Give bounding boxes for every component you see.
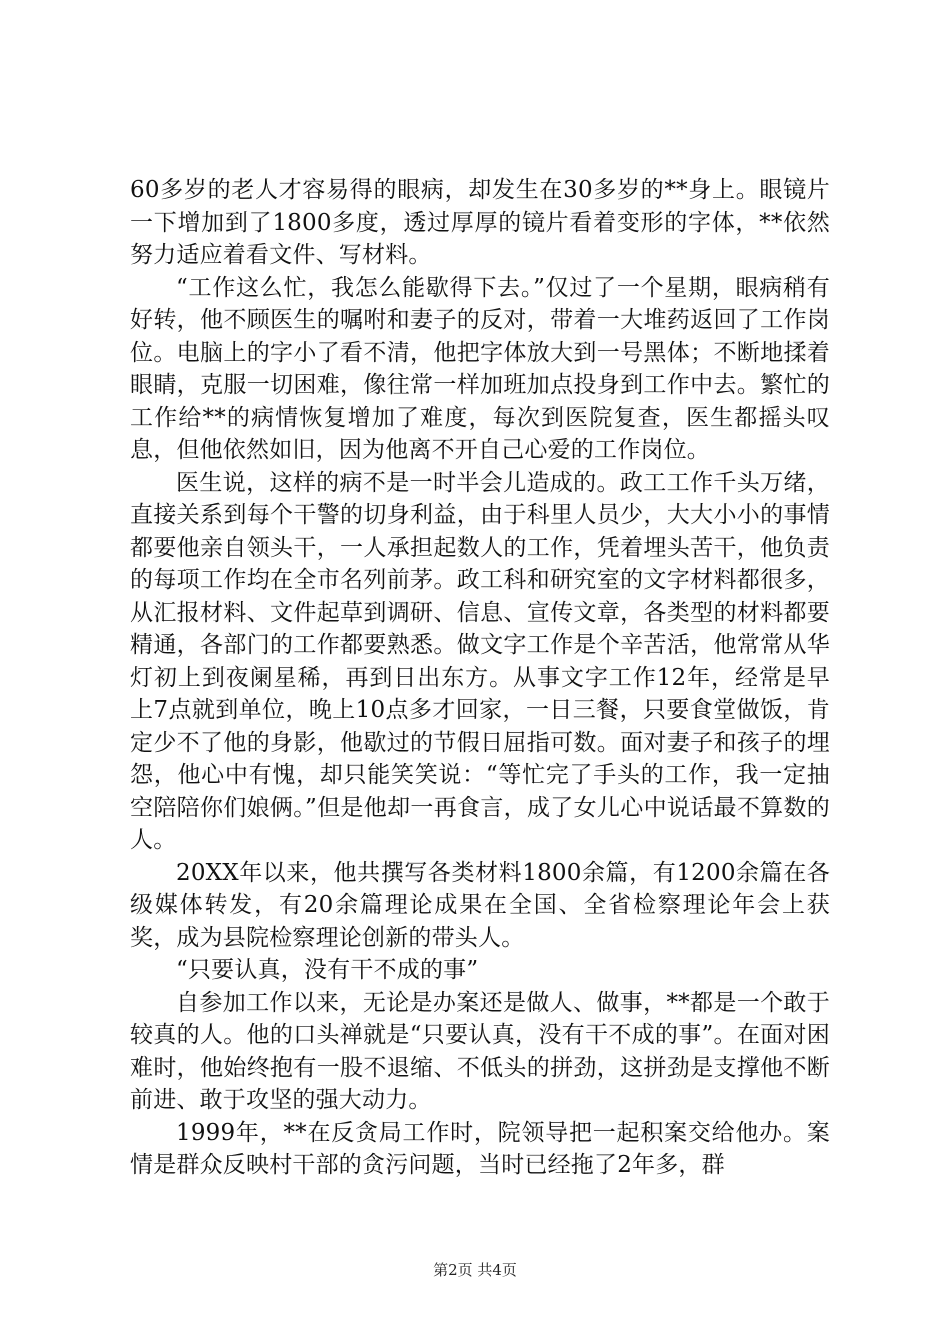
page-number: 第2页 共4页: [433, 1261, 517, 1279]
paragraph-7: 1999年，**在反贪局工作时，院领导把一起积案交给他办。案情是群众反映村干部的贪污问题，当时已经拖了2年多，群: [130, 1119, 830, 1178]
paragraph-4: 20XX年以来，他共撰写各类材料1800余篇，有1200余篇在各级媒体转发，有20余篇理论成果在全国、全省检察理论年会上获奖，成为县院检察理论创新的带头人。: [130, 859, 830, 951]
section-heading: “只要认真，没有干不成的事”: [176, 957, 479, 983]
document-body: [130, 174, 830, 1182]
paragraph-3: 医生说，这样的病不是一时半会儿造成的。政工工作千头万绪，直接关系到每个干警的切身利益，由于科里人员少，大大小小的事情都要他亲自领头干，一人承担起数人的工作，凭着埋头苦干，他负责的每项工作均在全市名列前茅。政工科和研究室的文字材料都很多，从汇报材料、文件起草到调研、信息、宣传文章，各类型的材料都要精通，各部门的工作都要熟悉。做文字工作是个辛苦活，他常常从华灯初上到夜阑星稀，再到日出东方。从事文字工作12年，经常是早上7点就到单位，晚上10点多才回家，一日三餐，只要食堂做饭，肯定少不了他的身影，他歇过的节假日屈指可数。面对妻子和孩子的埋怨，他心中有愧，却只能笑笑说：“等忙完了手头的工作，我一定抽空陪陪你们娘俩。”但是他却一再食言，成了女儿心中说话最不算数的人。: [130, 469, 830, 853]
paragraph-2: “工作这么忙，我怎么能歇得下去。”仅过了一个星期，眼病稍有好转，他不顾医生的嘱咐和妻子的反对，带着一大堆药返回了工作岗位。电脑上的字小了看不清，他把字体放大到一号黑体；不断地揉着眼睛，克服一切困难，像往常一样加班加点投身到工作中去。繁忙的工作给**的病情恢复增加了难度，每次到医院复查，医生都摇头叹息，但他依然如旧，因为他离不开自己心爱的工作岗位。: [130, 274, 830, 463]
paragraph-6: 自参加工作以来，无论是办案还是做人、做事，**都是一个敢于较真的人。他的口头禅就是“只要认真，没有干不成的事”。在面对困难时，他始终抱有一股不退缩、不低头的拼劲，这拼劲是支撑他不断前进、敢于攻坚的强大动力。: [130, 989, 830, 1113]
page-footer: [0, 1259, 950, 1280]
paragraph-1: 60多岁的老人才容易得的眼病，却发生在30多岁的**身上。眼镜片一下增加到了1800多度，透过厚厚的镜片看着变形的字体，**依然努力适应着看文件、写材料。: [130, 177, 830, 268]
